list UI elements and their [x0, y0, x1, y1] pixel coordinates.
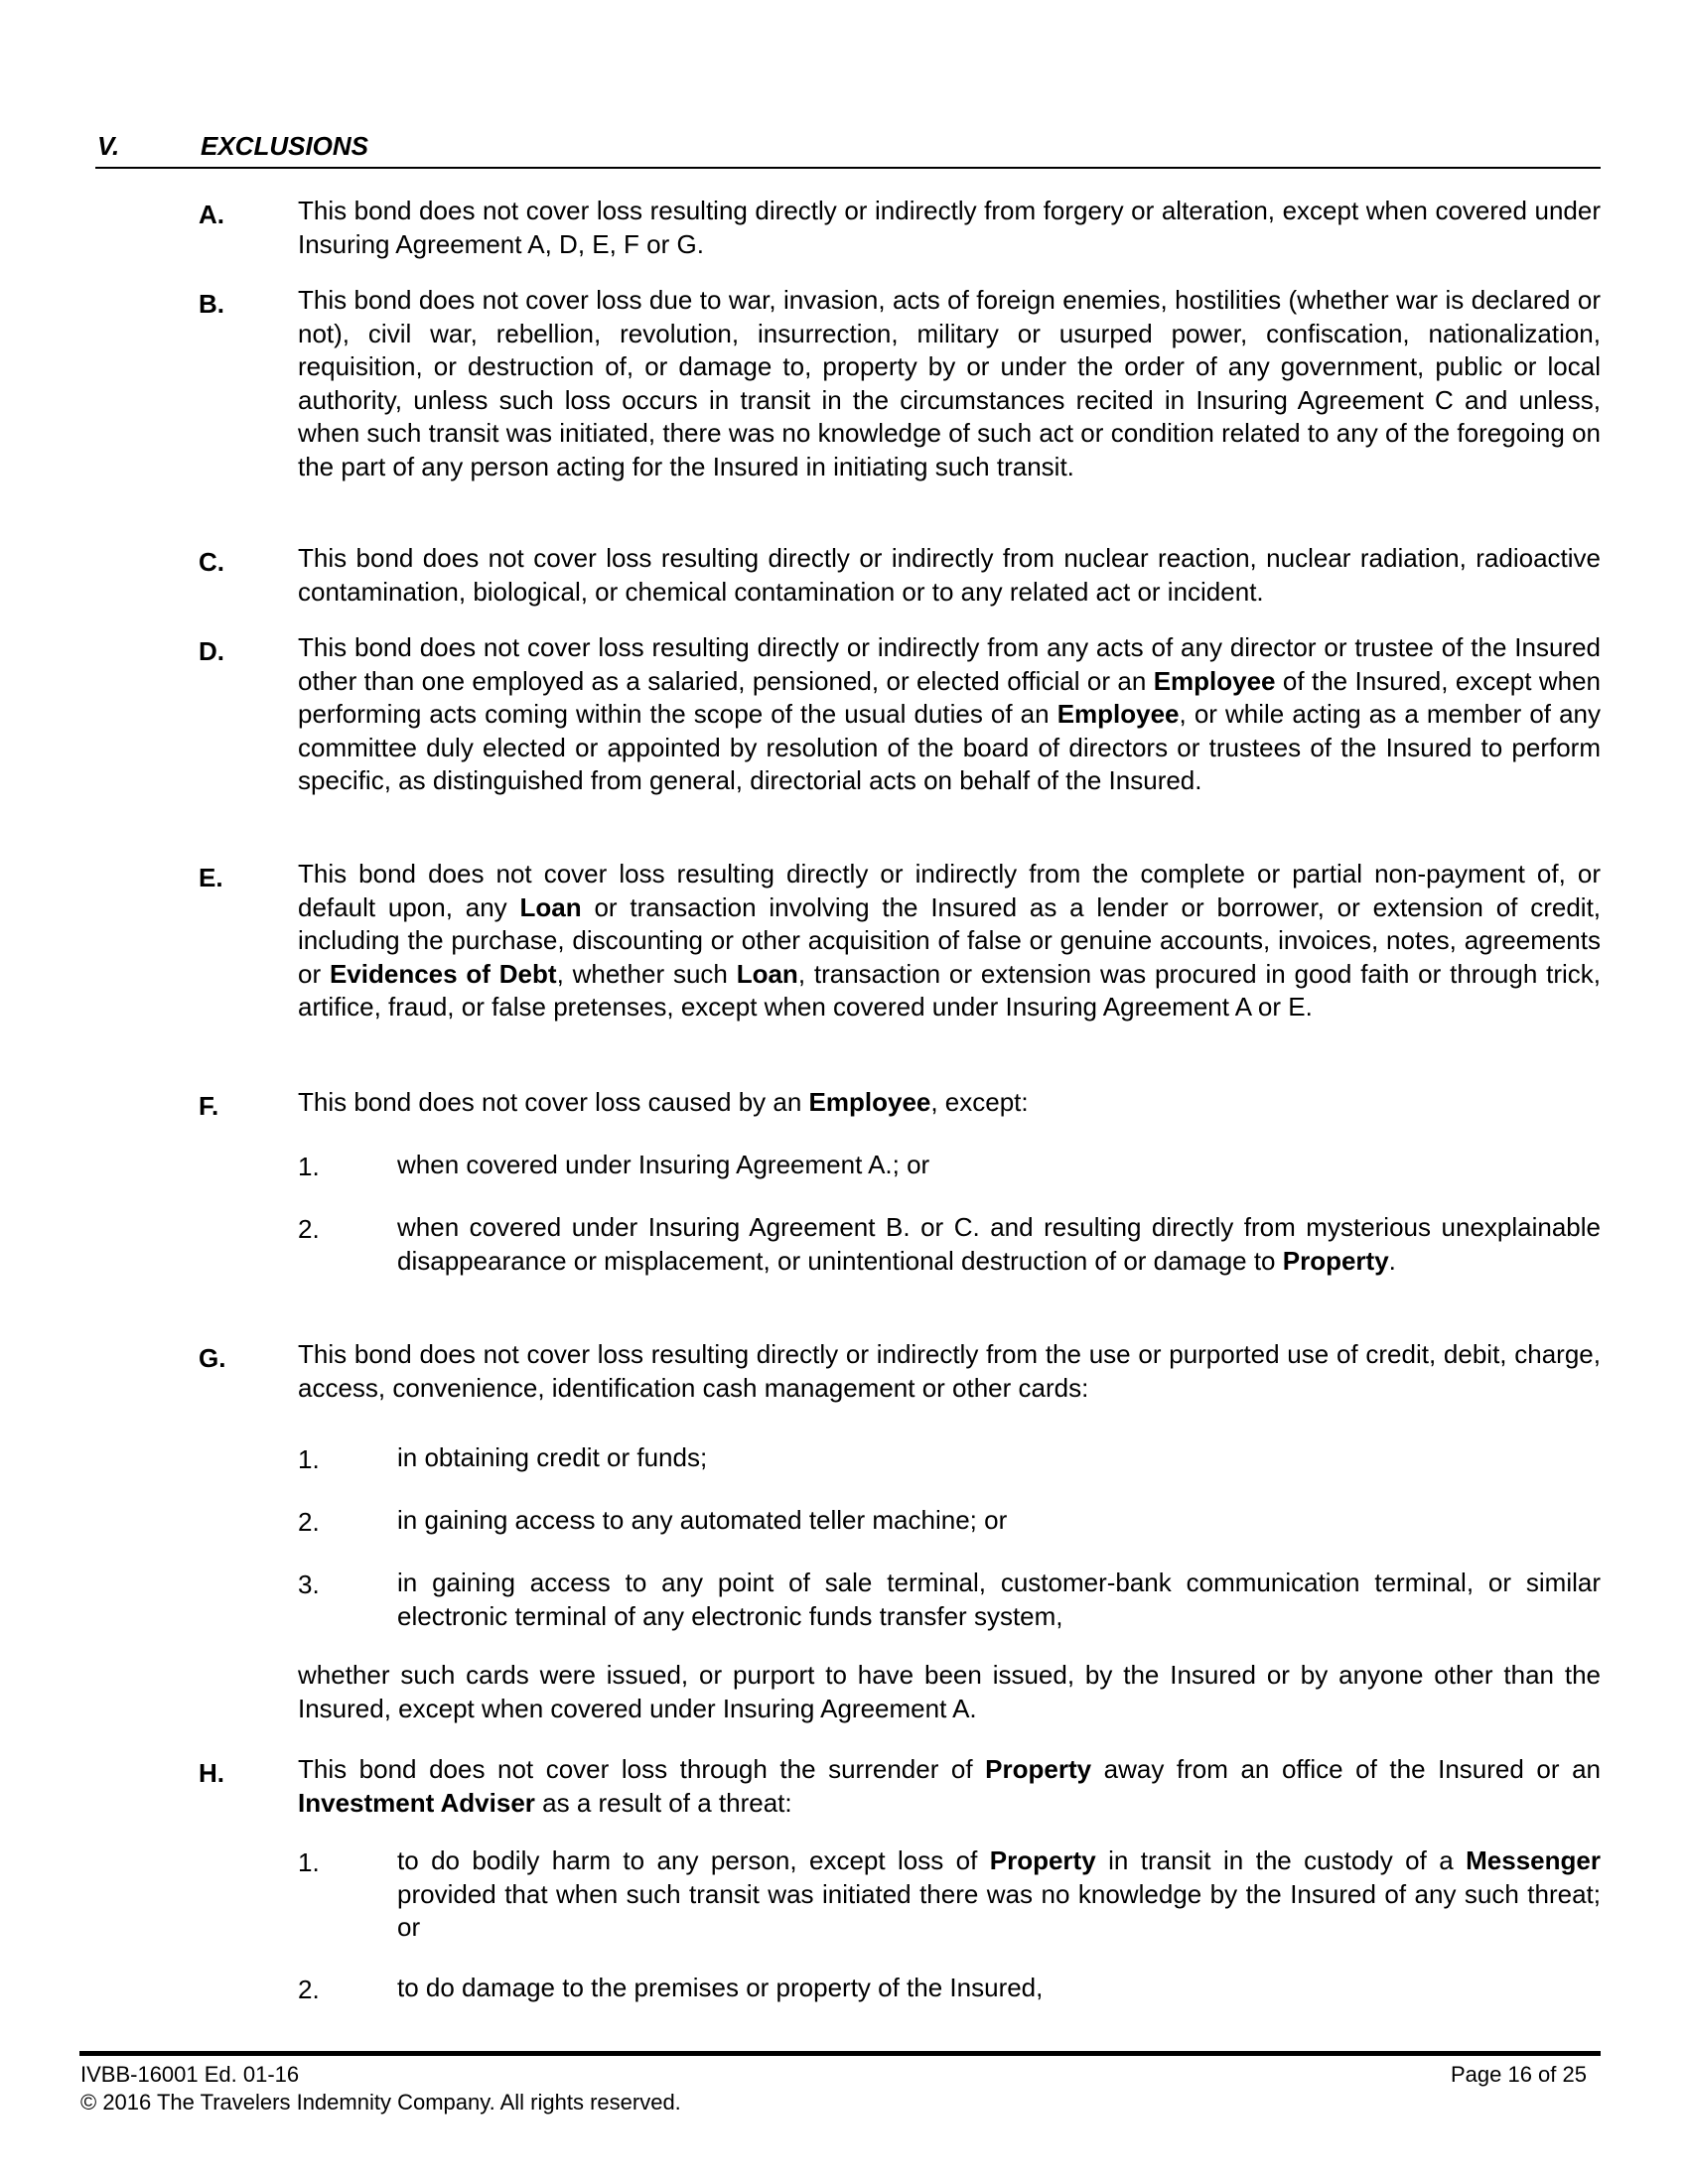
subitem-number: 3. [298, 1570, 320, 1599]
exclusion-g-closing: whether such cards were issued, or purport to have been issued, by the Insured or by anyone other than the Insured, except when covered under Insuring Agreement A. [298, 1660, 1601, 1723]
exclusion-letter: H. [199, 1758, 224, 1788]
subitem-number: 2. [298, 1507, 320, 1537]
exclusion-text: This bond does not cover loss resulting directly or indirectly from nuclear reaction, nuclear radiation, radioactive contamination, biological, or chemical contamination or to any related act or incident. [298, 543, 1601, 607]
exclusion-f-2 [298, 1211, 1601, 1278]
exclusion-a [199, 195, 1601, 261]
footer-rule [79, 2051, 1601, 2056]
exclusion-f [199, 1086, 1601, 1120]
exclusion-b [199, 284, 1601, 483]
exclusion-text: This bond does not cover loss resulting directly or indirectly from the complete or partial non-payment of, or default upon, any Loan or transaction involving the Insured as a lender or borrower, or extension of credit, including the purchase, discounting or other acquisition of false or genuine accounts, invoices, notes, agreements or Evidences of Debt, whether such Loan, transaction or extension was procured in good faith or through trick, artifice, fraud, or false pretenses, except when covered under Insuring Agreement A or E. [298, 859, 1602, 1022]
exclusion-letter: D. [199, 636, 224, 666]
subitem-text: when covered under Insuring Agreement A.; or [397, 1150, 930, 1179]
exclusion-text: This bond does not cover loss due to war, invasion, acts of foreign enemies, hostilities (whether war is declared or not), civil war, rebellion, revolution, insurrection, military or usurped power, confiscation, nationalization, requisition, or destruction of, or damage to, property by or under the order of any government, public or local authority, unless such loss occurs in transit in the circumstances recited in Insuring Agreement C and unless, when such transit was initiated, there was no knowledge of such act or condition related to any of the foregoing on the part of any person acting for the Insured in initiating such transit. [298, 285, 1601, 481]
footer-left [80, 2061, 681, 2116]
subitem-number: 2. [298, 1214, 320, 1244]
exclusion-e [199, 858, 1601, 1024]
exclusion-letter: E. [199, 863, 223, 892]
exclusion-letter: G. [199, 1343, 226, 1373]
subitem-text: in gaining access to any point of sale terminal, customer-bank communication terminal, or similar electronic terminal of any electronic funds transfer system, [397, 1568, 1601, 1631]
exclusion-g [199, 1338, 1601, 1405]
exclusion-h [199, 1753, 1601, 1820]
subitem-number: 2. [298, 1975, 320, 2004]
exclusion-text: This bond does not cover loss resulting directly or indirectly from forgery or alteration, except when covered under Insuring Agreement A, D, E, F or G. [298, 196, 1601, 259]
subitem-text: to do bodily harm to any person, except loss of Property in transit in the custody of a Messenger provided that when such transit was initiated there was no knowledge by the Insured of any such threat; or [397, 1845, 1601, 1942]
exclusion-text: This bond does not cover loss through the surrender of Property away from an office of the Insured or an Investment Adviser as a result of a threat: [298, 1754, 1601, 1818]
exclusion-h-2 [298, 1972, 1601, 2005]
section-number: V. [97, 131, 120, 161]
section-header [95, 127, 1601, 169]
exclusion-g-1 [298, 1441, 1601, 1475]
exclusion-c [199, 542, 1601, 609]
exclusion-letter: B. [199, 289, 224, 319]
subitem-text: when covered under Insuring Agreement B. or C. and resulting directly from mysterious unexplainable disappearance or misplacement, or unintentional destruction of or damage to Property. [397, 1212, 1601, 1276]
subitem-text: in obtaining credit or funds; [397, 1442, 708, 1472]
section-title: EXCLUSIONS [201, 131, 369, 161]
exclusion-text: This bond does not cover loss caused by an Employee, except: [298, 1087, 1029, 1117]
exclusion-g-2 [298, 1504, 1601, 1538]
exclusion-letter: C. [199, 547, 224, 577]
exclusion-d [199, 631, 1601, 798]
subitem-number: 1. [298, 1847, 320, 1877]
exclusion-letter: F. [199, 1091, 219, 1121]
exclusion-letter: A. [199, 200, 224, 229]
exclusion-g-3 [298, 1567, 1601, 1633]
page-number: Page 16 of 25 [1450, 2062, 1587, 2087]
subitem-number: 1. [298, 1152, 320, 1181]
copyright: © 2016 The Travelers Indemnity Company. All rights reserved. [80, 2090, 681, 2115]
subitem-text: in gaining access to any automated teller machine; or [397, 1505, 1008, 1535]
exclusion-f-1 [298, 1149, 1601, 1182]
subitem-text: to do damage to the premises or property of the Insured, [397, 1973, 1044, 2002]
subitem-number: 1. [298, 1444, 320, 1474]
exclusion-h-1 [298, 1844, 1601, 1945]
exclusion-text: This bond does not cover loss resulting directly or indirectly from any acts of any director or trustee of the Insured other than one employed as a salaried, pensioned, or elected official or an Employee of the Insured, except when performing acts coming within the scope of the usual duties of an Employee, or while acting as a member of any committee duly elected or appointed by resolution of the board of directors or trustees of the Insured to perform specific, as distinguished from general, directorial acts on behalf of the Insured. [298, 632, 1601, 795]
exclusion-text: This bond does not cover loss resulting directly or indirectly from the use or purported use of credit, debit, charge, access, convenience, identification cash management or other cards: [298, 1339, 1601, 1403]
form-number: IVBB-16001 Ed. 01-16 [80, 2062, 300, 2087]
